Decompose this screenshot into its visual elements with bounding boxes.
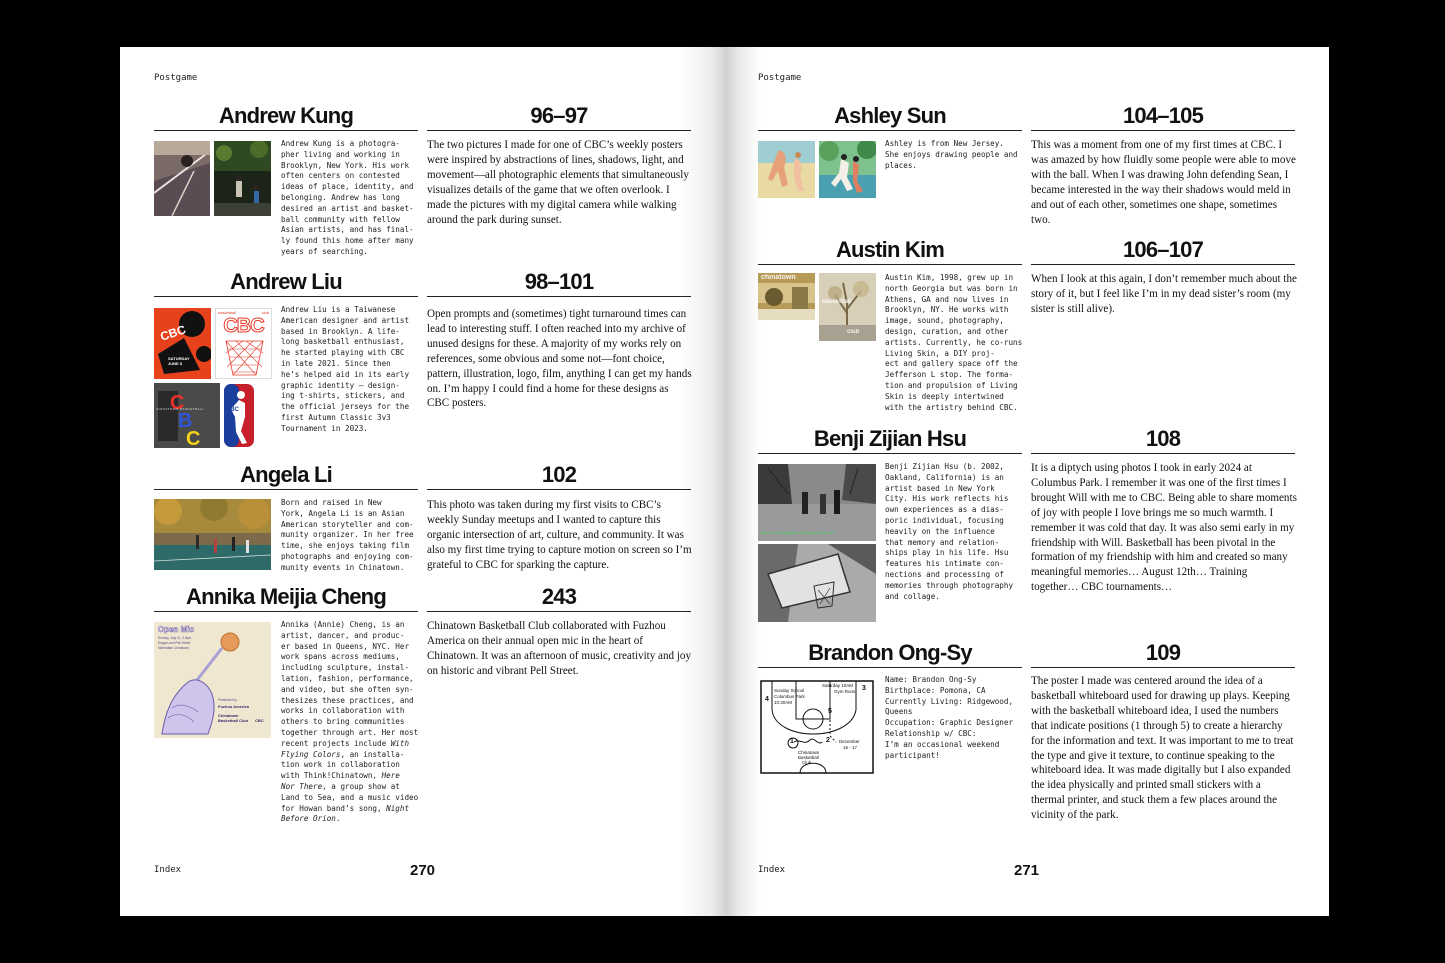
- whiteboard-text: Chinatown: [798, 750, 820, 755]
- work-description: When I look at this again, I don’t remember much about the story of it, but I feel like I’m in my dead sister’s room (my sister is still alive).: [1031, 273, 1297, 315]
- poster-label: basketball: [822, 299, 852, 305]
- work-description: This photo was taken during my first visits to CBC’s weekly Sunday meetups and I wanted to capture this organic intersection of art, culture, and community. It was also my first time trying to capture motion on screen so I’m grateful to CBC for sparking the capture.: [427, 499, 692, 571]
- photo-collage-tree: [819, 273, 876, 341]
- work-description: This was a moment from one of my first times at CBC. I was amazed by how fluidly some people were able to move with the ball. When I was drawing John defending Sean, I became interested in the way their shadows would meld in and out of each other, sometimes one shape, sometimes two.: [1031, 139, 1296, 226]
- contributor-name: Brandon Ong-Sy: [758, 637, 1022, 668]
- page-range: 104–105: [1031, 100, 1295, 131]
- poster-label: club: [261, 310, 269, 315]
- whiteboard-text: Club: [802, 760, 812, 765]
- poster-date: SATURDAY JUNE 8: [168, 356, 190, 366]
- poster-title: CBC: [223, 315, 264, 337]
- poster-line: Dragon and Pell Street: [158, 641, 191, 645]
- photo-park-basketball: [154, 499, 271, 570]
- right-page: [725, 47, 1329, 916]
- whiteboard-text: Basketball: [798, 755, 819, 760]
- poster-cbc-net: [215, 308, 272, 379]
- poster-label: chinatown: [761, 274, 796, 281]
- svg-text:C: C: [186, 428, 201, 448]
- poster-subtitle: CHINATOWN BASKETBALL: [156, 407, 205, 411]
- contributor-bio: Austin Kim, 1998, grew up in north Georgia but was born in Athens, GA and now lives in Brooklyn, NY. He works with image, sound, photography, design, curation, and other artists. Currently, he co-runs Living Skin, a DIY proj- ect and gallery space off the Jefferson L stop. The forma- tion and propulsion of Living Skin is deeply intertwined with the artistry behind CBC.: [885, 273, 1023, 412]
- position-number: 2: [826, 737, 830, 744]
- poster-line: Chinatown: [218, 713, 239, 718]
- photo-columbus-park: [758, 464, 876, 541]
- page-number: 270: [410, 862, 436, 879]
- contributor-bio: Andrew Kung is a photogra- pher living and working in Brooklyn, New York. His work often centers on contested ideas of place, identity, and belonging. Andrew has long desired an artist and basket- ball community with fellow Asian artists, and has final- ly found this home after many years of searching.: [281, 139, 414, 256]
- contributor-name: Andrew Liu: [154, 266, 418, 297]
- work-description: Open prompts and (sometimes) tight turnaround times can lead to interesting stuff. I often reached into my archive of unused designs for these. A majority of my works rely on references, some obvious and some not—font choice, pattern, illustration, logo, film, anything I can get my hands on. I’m happy I could find a home for these designs as CBC posters.: [427, 308, 692, 410]
- page-range: 108: [1031, 423, 1295, 454]
- page-range: 96–97: [427, 100, 691, 131]
- contributor-name: Austin Kim: [758, 234, 1022, 265]
- svg-text:B: B: [178, 410, 193, 432]
- contributor-name: Angela Li: [154, 459, 418, 490]
- poster-title: CBC: [158, 322, 188, 344]
- contributor-name: Ashley Sun: [758, 100, 1022, 131]
- contributor-name: Andrew Kung: [154, 100, 418, 131]
- poster-open-mic: [154, 622, 271, 738]
- running-head: Postgame: [758, 73, 802, 83]
- poster-line: Basketball Club: [218, 718, 249, 723]
- whiteboard-text: 16 - 17: [843, 745, 858, 750]
- bio-work-title: With Flying Colors: [281, 738, 410, 759]
- page-range: 102: [427, 459, 691, 490]
- poster-cbc-orange: [154, 308, 211, 379]
- photo-collage-room: [758, 273, 815, 320]
- poster-cbc-dark: [154, 383, 220, 448]
- page-range: 243: [427, 581, 691, 612]
- contributor-bio: Andrew Liu is a Taiwanese American designer and artist based in Brooklyn. A life- long basketball enthusiast, he started playing with CBC in late 2021. Since then he’s helped aid in its early graphic identity — design- ing t-shirts, stickers, and the official jerseys for the first Autumn Classic 3v3 Tournament in 2023.: [281, 305, 410, 433]
- poster-line: Sunday, July 21, 4-8pm: [158, 636, 192, 640]
- poster-label: basketball: [218, 310, 237, 315]
- position-number: 3: [862, 685, 866, 692]
- bio-work-title: Night Before Orion: [281, 803, 410, 824]
- position-number: 1: [790, 738, 794, 745]
- page-number: 271: [1014, 862, 1040, 879]
- contributor-bio: Name: Brandon Ong-Sy Birthplace: Pomona, CA Currently Living: Ridgewood, Queens Occupation: Graphic Designer Relationship w/ CBC: I’m an occasional weekend participant!: [885, 675, 1014, 760]
- position-number: 4: [765, 696, 769, 703]
- page-range: 98–101: [427, 266, 691, 297]
- bio-text: , a group show at Land to Sea, and a music video for Howan band’s song,: [281, 781, 419, 813]
- poster-logo: CBC: [255, 718, 264, 723]
- running-head: Postgame: [154, 73, 198, 83]
- photo-caption: Meet me at Chinatown, At Columbus Park, NY: [761, 531, 835, 535]
- left-page: [120, 47, 725, 916]
- poster-cbc-jersey-logo: [223, 383, 255, 448]
- page-range: 106–107: [1031, 234, 1295, 265]
- whiteboard-text: 10:30AM: [774, 700, 793, 705]
- poster-title: Open Mic: [158, 625, 195, 634]
- poster-title: CBC: [226, 407, 239, 413]
- whiteboard-text: December: [839, 739, 860, 744]
- poster-whiteboard-play: [760, 680, 874, 774]
- work-description: It is a diptych using photos I took in early 2024 at Columbus Park. I remember it was one of the first times I brought Will with me to CBC. Being able to share moments of joy with people I love brings me so much warmth. I remember it was cold that day. It was also semi early in my friendship with Will. Basketball has been pivotal in the formation of my friendship with him and created so many meaningful memories… August 12th… Training together… CBC tournaments…: [1031, 462, 1297, 594]
- poster-line: Fuzhou America: [218, 704, 249, 709]
- contributor-name: Benji Zijian Hsu: [758, 423, 1022, 454]
- footer-label: Index: [154, 865, 182, 875]
- contributor-bio: Born and raised in New York, Angela Li is an Asian American storyteller and com- munity organizer. In her free time, she enjoys taking film photographs and enjoying com- munity events in Chinatown.: [281, 498, 414, 572]
- bio-text: Annika (Annie) Cheng, is an artist, dancer, and produc- er based in Queens, NYC. Her work spans across mediums, including sculpture, instal- lation, fashion, performance, and video, but she often syn- thesizes these practices, and works in collaboration with others to bring communities together through art. Her most recent projects include: [281, 620, 419, 748]
- whiteboard-text: Columbus Park: [774, 694, 805, 699]
- contributor-bio: Ashley is from New Jersey. She enjoys drawing people and places.: [885, 139, 1018, 170]
- contributor-bio: [281, 620, 421, 825]
- whiteboard-text: Saturday 10AM: [822, 683, 854, 688]
- contributor-name: Annika Meijia Cheng: [154, 581, 418, 612]
- whiteboard-text: Sunday School: [774, 688, 805, 693]
- whiteboard-text: Gym Runs: [834, 689, 856, 694]
- poster-line: Manhattan Chinatown: [158, 646, 190, 650]
- bio-work-title: Here Nor There: [281, 771, 400, 791]
- work-description: Chinatown Basketball Club collaborated with Fuzhou America on their annual open mic in the heart of Chinatown. It was an afternoon of music, creativity and joy on historic and vibrant Pell Street.: [427, 620, 692, 677]
- page-range: 109: [1031, 637, 1295, 668]
- poster-line: Presented by: [218, 698, 237, 702]
- poster-label: club: [847, 329, 860, 335]
- bio-text: .: [335, 814, 341, 824]
- contributor-bio: Benji Zijian Hsu (b. 2002, Oakland, California) is an artist based in New York City. His work reflects his own experiences as a dias- poric individual, focusing heavily on the influence that memory and relation- ships play in his life. Hsu features his intimate con- nections and processing of memories through photography and collage.: [885, 462, 1014, 601]
- photo-players-sunset: [214, 141, 271, 216]
- position-number: 5: [828, 708, 832, 715]
- drawing-players-1: [758, 141, 815, 198]
- photo-hoop: [758, 544, 876, 622]
- photo-court-lines: [154, 141, 210, 216]
- drawing-players-2: [819, 141, 876, 198]
- footer-label: Index: [758, 865, 786, 875]
- bio-text: , an installa- tion work in collaboration with Think!Chinatown,: [281, 749, 405, 781]
- svg-text:C: C: [170, 392, 185, 414]
- work-description: The two pictures I made for one of CBC’s weekly posters were inspired by abstractions of lines, shadows, light, and movement—all photographic elements that simultaneously visualizes details of the game that we often overlook. I made the pictures with my digital camera while walking around the park during sunset.: [427, 139, 689, 226]
- work-description: The poster I made was centered around the idea of a basketball whiteboard used for drawing up plays. Keeping with the basketball whiteboard idea, I used the numbers that indicate positions (1 through 5) to create a hierarchy for the information and text. It was important to me to treat the type and give it texture, to continue speaking to the whiteboard idea. It was made digitally but I also expanded the idea physically and printed small stickers with a thermal printer, and stuck them a few places around the vicinity of the park.: [1031, 675, 1294, 822]
